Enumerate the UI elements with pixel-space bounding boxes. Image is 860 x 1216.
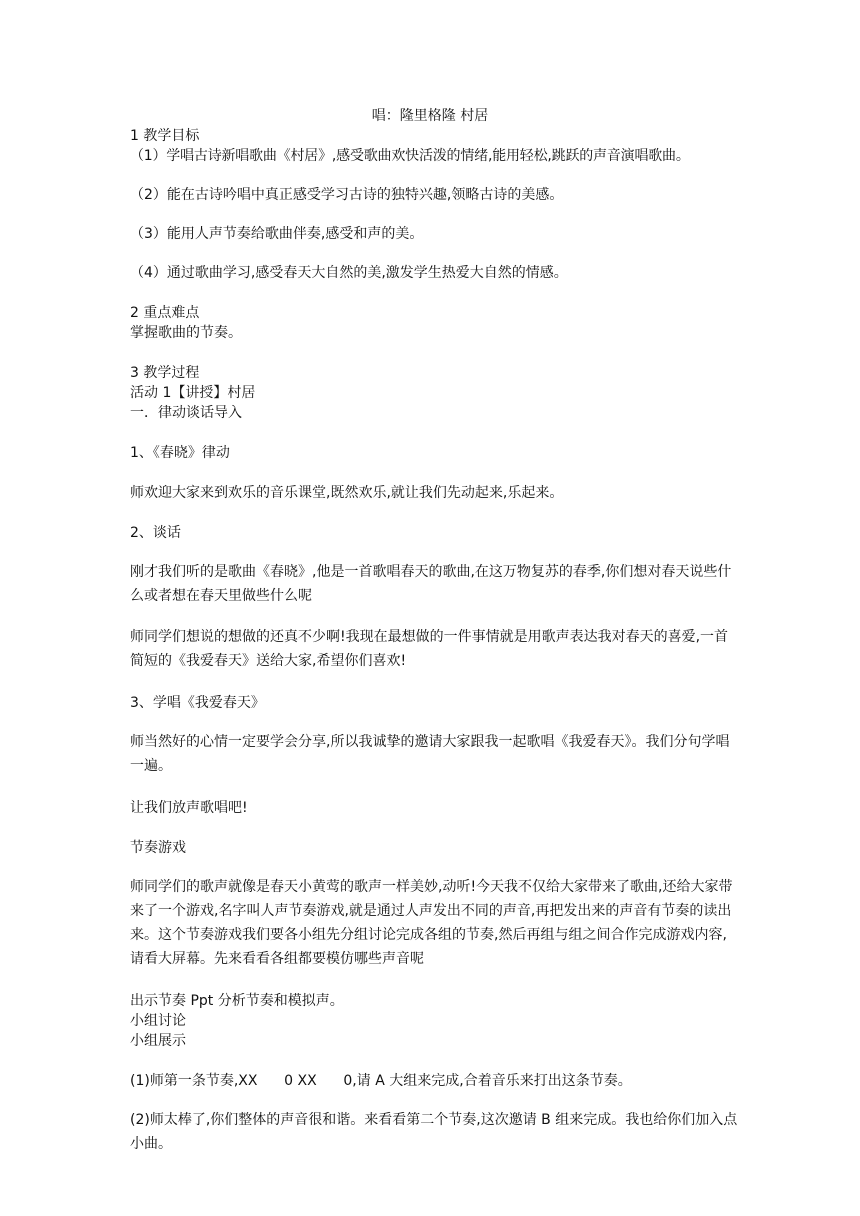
goal-item: （3）能用人声节奏给歌曲伴奏,感受和声的美。	[130, 226, 424, 242]
document-title: 唱：隆里格隆 村居	[371, 108, 489, 124]
subsection-title: 2、谈话	[130, 525, 181, 541]
document-body	[130, 126, 740, 1156]
activity-title: 活动 1【讲授】村居	[130, 385, 256, 401]
paragraph: 刚才我们听的是歌曲《春晓》,他是一首歌唱春天的歌曲,在这万物复苏的春季,你们想对春天说些什么或者想在春天里做些什么呢	[130, 564, 732, 604]
paragraph: 小组讨论	[130, 1013, 186, 1029]
goal-item: （1）学唱古诗新唱歌曲《村居》,感受歌曲欢快活泼的情绪,能用轻松,跳跃的声音演唱歌曲。	[130, 148, 690, 164]
heading-teaching-goals: 1 教学目标	[130, 128, 200, 144]
paragraph: 师欢迎大家来到欢乐的音乐课堂,既然欢乐,就让我们先动起来,乐起来。	[130, 485, 564, 501]
paragraph: 师当然好的心情一定要学会分享,所以我诚挚的邀请大家跟我一起歌唱《我爱春天》。我们分句学唱一遍。	[130, 734, 730, 774]
section-title: 一．律动谈话导入	[130, 405, 242, 421]
key-point-text: 掌握歌曲的节奏。	[130, 325, 242, 341]
heading-key-points: 2 重点难点	[130, 305, 200, 321]
paragraph: (2)师太棒了,你们整体的声音很和谐。来看看第二个节奏,这次邀请 B 组来完成。我也给你们加入点小曲。	[130, 1112, 738, 1152]
goal-item: （2）能在古诗吟唱中真正感受学习古诗的独特兴趣,领略古诗的美感。	[130, 187, 564, 203]
subsection-title: 3、学唱《我爱春天》	[130, 695, 265, 711]
heading-teaching-process: 3 教学过程	[130, 365, 200, 381]
subsection-title: 1、《春晓》律动	[130, 445, 230, 461]
paragraph: (1)师第一条节奏,XX 0 XX 0,请 A 大组来完成,合着音乐来打出这条节奏。	[130, 1073, 632, 1089]
paragraph: 让我们放声歌唱吧!	[130, 800, 248, 816]
paragraph: 师同学们想说的想做的还真不少啊!我现在最想做的一件事情就是用歌声表达我对春天的喜爱,一首简短的《我爱春天》送给大家,希望你们喜欢!	[130, 629, 729, 669]
goal-item: （4）通过歌曲学习,感受春天大自然的美,激发学生热爱大自然的情感。	[130, 265, 568, 281]
paragraph: 小组展示	[130, 1033, 186, 1049]
subsection-title: 节奏游戏	[130, 840, 186, 856]
paragraph: 出示节奏 Ppt 分析节奏和模拟声。	[130, 993, 344, 1009]
paragraph: 师同学们的歌声就像是春天小黄莺的歌声一样美妙,动听!今天我不仅给大家带来了歌曲,还给大家带来了一个游戏,名字叫人声节奏游戏,就是通过人声发出不同的声音,再把发出来的声音有节奏的读出来。这个节奏游戏我们要各小组先分组讨论完成各组的节奏,然后再组与组之间合作完成游戏内容,请看大屏幕。先来看看各组都要模仿哪些声音呢	[130, 879, 733, 967]
